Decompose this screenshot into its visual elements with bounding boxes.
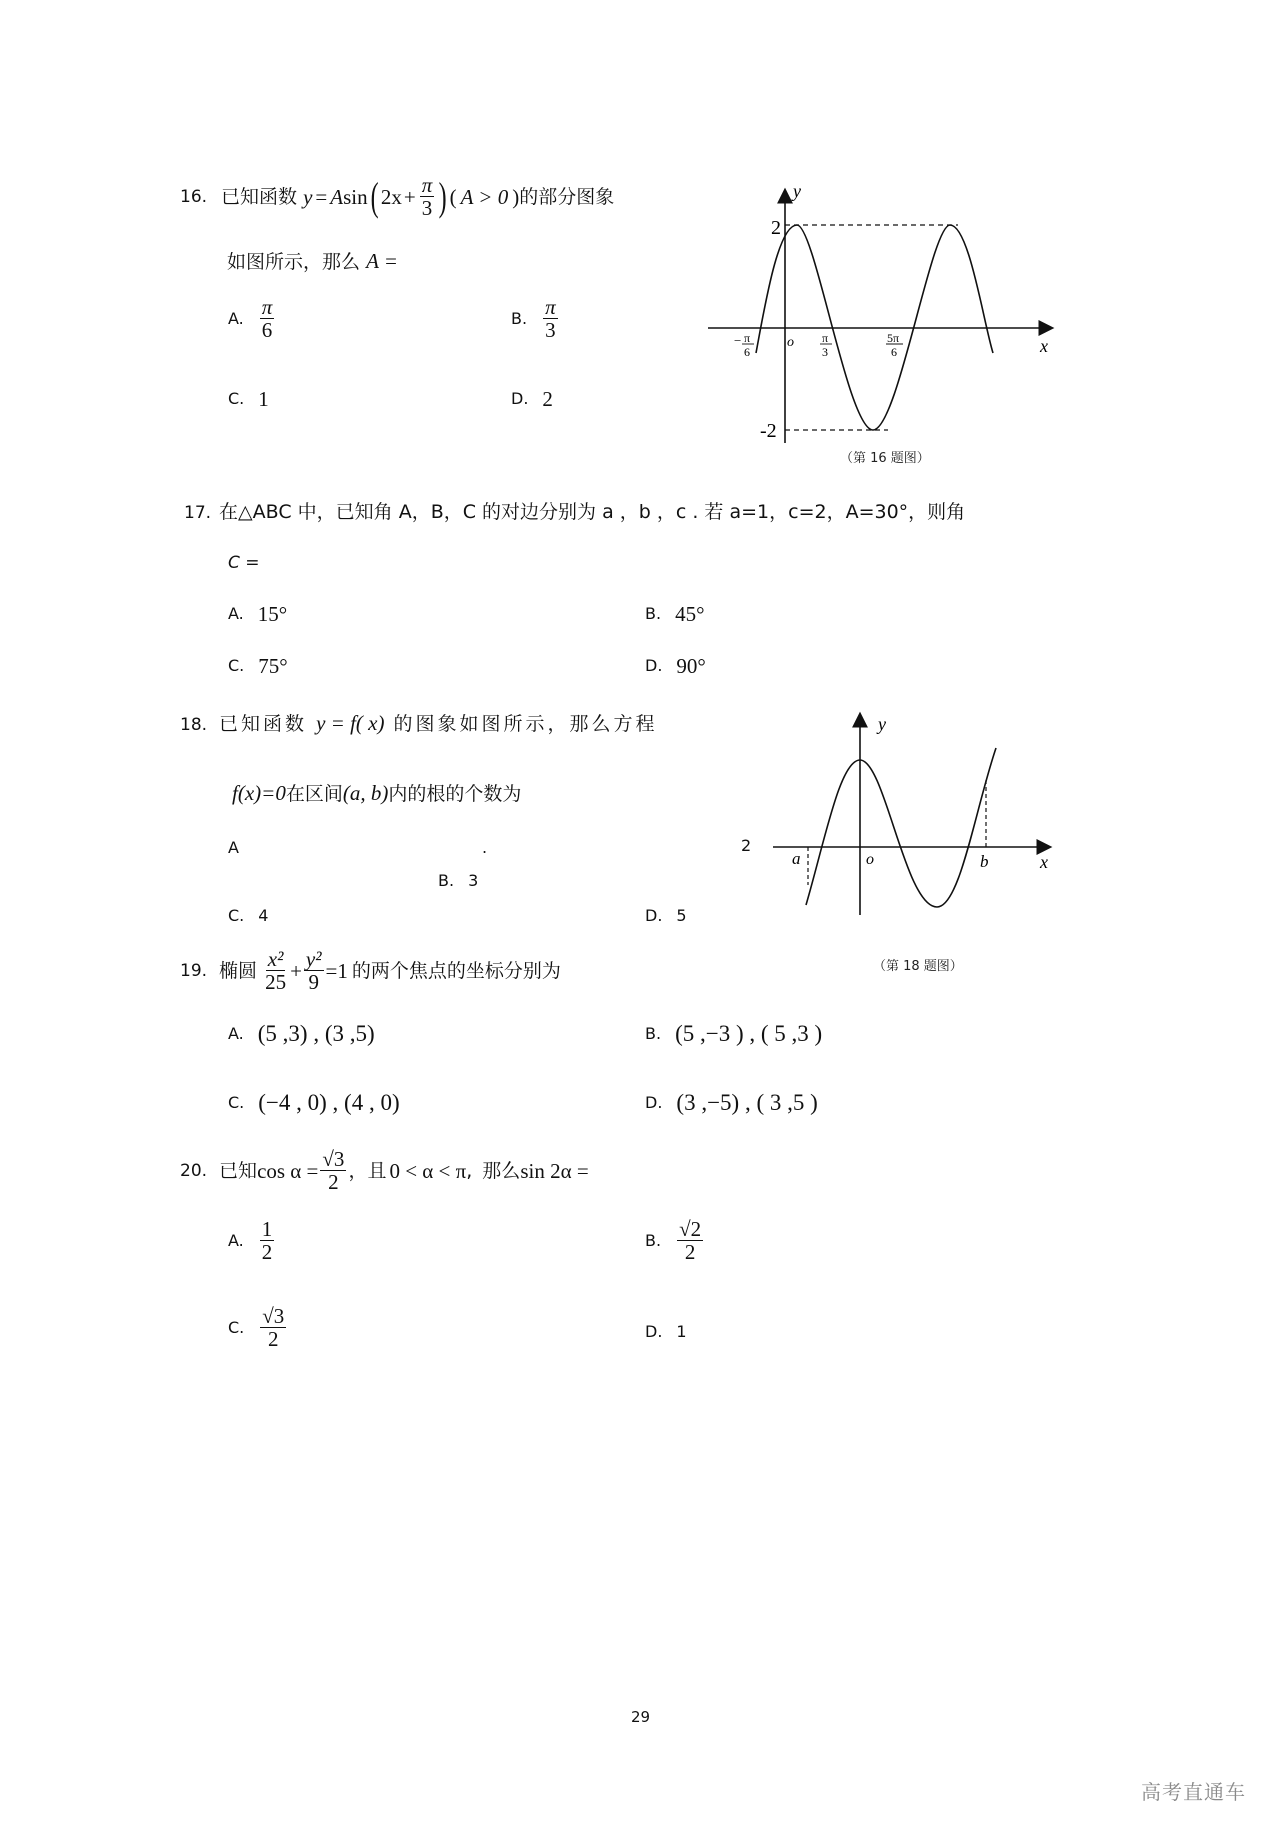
interval: (a, b) [342,781,389,805]
option-value: 1 [676,1322,687,1341]
stem-text: 已知函数 [221,185,298,208]
option-value: (5 ,−3 ) , ( 5 ,3 ) [675,1021,823,1046]
option-label: B. [645,1230,662,1250]
formula-var: A = [366,249,398,273]
option-value: (3 ,−5) , ( 3 ,5 ) [676,1090,818,1115]
y-axis-label: y [793,181,801,201]
option-label: A [228,838,239,857]
option-label: C. [228,1093,245,1112]
option-c[interactable] [228,1091,400,1115]
point-b-label: b [980,852,989,871]
question-number: 17. [184,503,212,523]
option-value: 1 [258,387,269,411]
x-tick-num: 5π [887,331,900,345]
figure-18-caption: （第 18 题图） [873,959,963,974]
origin-label: o [866,851,874,868]
stray-dot: . [482,838,488,857]
question-18-line2 [232,781,521,806]
option-value: 45° [675,602,705,626]
stem-text: 内的根的个数为 [388,783,522,805]
page-number: 29 [631,1708,651,1726]
option-value: 2 [542,387,553,411]
question-17-line2: C = [228,553,260,573]
question-number: 16. [180,186,208,207]
question-19-stem [180,948,561,993]
stem-text: , [466,1159,473,1182]
option-label: D. [645,1322,663,1341]
question-16-line2 [227,249,398,274]
formula-var: y [303,184,313,209]
watermark: 高考直通车 [1141,1780,1246,1804]
x-tick-sign: − [734,333,742,348]
option-b[interactable] [645,602,704,626]
option-fraction: $\frac{1}{2}$ [261,1217,273,1264]
y-tick-2: 2 [771,217,781,239]
option-label: D. [645,1093,663,1112]
option-label: D. [645,656,663,675]
option-d[interactable] [645,1091,818,1115]
formula-eq: =1 [325,958,348,983]
figure-16-caption: （第 16 题图） [840,451,930,466]
option-label: A. [228,1230,244,1250]
option-label: B. [438,871,455,890]
option-label: C. [228,389,245,408]
option-fraction: $\frac{√3}{2}$ [262,1304,285,1351]
formula-condition: A > 0 [460,184,509,209]
x-axis-label: x [1040,852,1048,872]
option-a[interactable] [228,836,239,860]
origin-label: o [787,335,794,350]
question-18-stem [180,711,658,737]
option-a[interactable] [228,1218,276,1263]
formula: y = f( x) [316,711,385,735]
y-tick-neg2: -2 [760,420,777,442]
option-label: D. [511,389,529,408]
paren-open-small: ( [449,184,457,209]
fraction: $\frac{\text{y²}}{9}$ [305,947,322,994]
formula-range: 0 < α < π [389,1158,467,1183]
option-c[interactable] [228,1305,288,1350]
option-d[interactable] [645,654,706,678]
paren-open: ( [370,173,379,219]
x-tick-den: 3 [822,345,828,359]
option-label: C. [228,1317,245,1337]
option-d[interactable] [645,904,687,928]
stem-text: 那么 [482,1159,521,1182]
option-value: (5 ,3) , (3 ,5) [257,1021,375,1046]
stem-text: 已知函数 [219,713,308,735]
option-a[interactable] [228,296,276,341]
option-b[interactable] [438,869,478,893]
option-label: B. [645,1024,662,1043]
option-value: 15° [257,602,288,626]
question-number: 20. [180,1160,208,1181]
formula-plus: + [290,958,302,983]
option-c[interactable] [228,654,288,678]
x-tick-den: 6 [891,345,897,359]
figure-18-function-graph [760,700,1070,950]
option-d[interactable] [645,1320,687,1344]
fraction: $\frac{\pi}{3}$ [421,173,433,220]
option-label: B. [645,604,662,623]
formula-inner: 2x [380,184,402,209]
question-16-stem [180,174,614,219]
option-label: C. [228,656,245,675]
x-axis-label: x [1040,336,1048,356]
fraction: $\frac{\text{x²}}{25}$ [265,947,287,994]
option-label: A. [228,604,244,623]
formula-fn: sin [343,184,368,209]
option-label: B. [511,308,528,328]
y-axis-label: y [878,714,886,734]
stem-text: 的图象如图所示，那么方程 [393,713,658,735]
formula-lhs: cos α = [257,1158,319,1183]
option-a[interactable] [228,1022,375,1046]
point-a-label: a [792,849,801,868]
option-fraction: $\frac{√2}{2}$ [679,1217,702,1264]
x-tick-num: π [822,331,829,345]
option-value: 3 [468,871,479,890]
formula: f(x)=0 [232,781,286,805]
stem-text: 的两个焦点的坐标分别为 [351,959,561,982]
option-value: 4 [258,906,269,925]
option-a[interactable] [228,602,287,626]
stem-text: 的部分图象 [519,185,615,208]
option-c[interactable] [228,387,269,411]
stem-text: 已知 [219,1159,258,1182]
option-label: D. [645,906,663,925]
stray-two: 2 [741,836,752,855]
paren-close: ) [438,173,447,219]
question-number: 18. [180,715,208,735]
option-value: 90° [676,654,706,678]
option-value: 5 [676,906,687,925]
option-b[interactable] [645,1022,822,1046]
formula-eq: = [315,184,328,209]
option-b[interactable] [511,296,560,341]
stem-text: ，且 [348,1159,387,1182]
stem-text: 如图所示，那么 [227,251,361,273]
option-value: (−4 , 0) , (4 , 0) [258,1090,400,1115]
option-label: A. [228,1024,244,1043]
formula-rhs: sin 2α = [520,1158,589,1183]
option-label: C. [228,906,245,925]
paren-close-small: ) [512,184,520,209]
question-17-stem [184,500,965,525]
formula-plus: + [403,184,416,209]
option-b[interactable] [645,1218,705,1263]
option-value: 75° [258,654,288,678]
stem-text: 椭圆 [219,959,258,982]
x-tick-num: π [744,331,751,345]
option-label: A. [228,308,244,328]
x-tick-den: 6 [744,345,750,359]
stem-text: 在△ABC 中，已知角 A，B，C 的对边分别为 a ，b ，c . 若 a=1，c=2，A=30°，则角 [219,501,966,523]
option-d[interactable] [511,387,553,411]
question-20-stem [180,1148,589,1193]
option-fraction: $\frac{\pi}{3}$ [545,295,556,342]
fraction: $\frac{√3}{2}$ [322,1147,345,1194]
question-number: 19. [180,960,208,981]
figure-16-sine-graph [700,175,1070,475]
formula-coef: A [330,184,344,209]
option-fraction: $\frac{\pi}{6}$ [261,295,273,342]
stem-text: 在区间 [285,783,343,805]
option-c[interactable] [228,904,268,928]
